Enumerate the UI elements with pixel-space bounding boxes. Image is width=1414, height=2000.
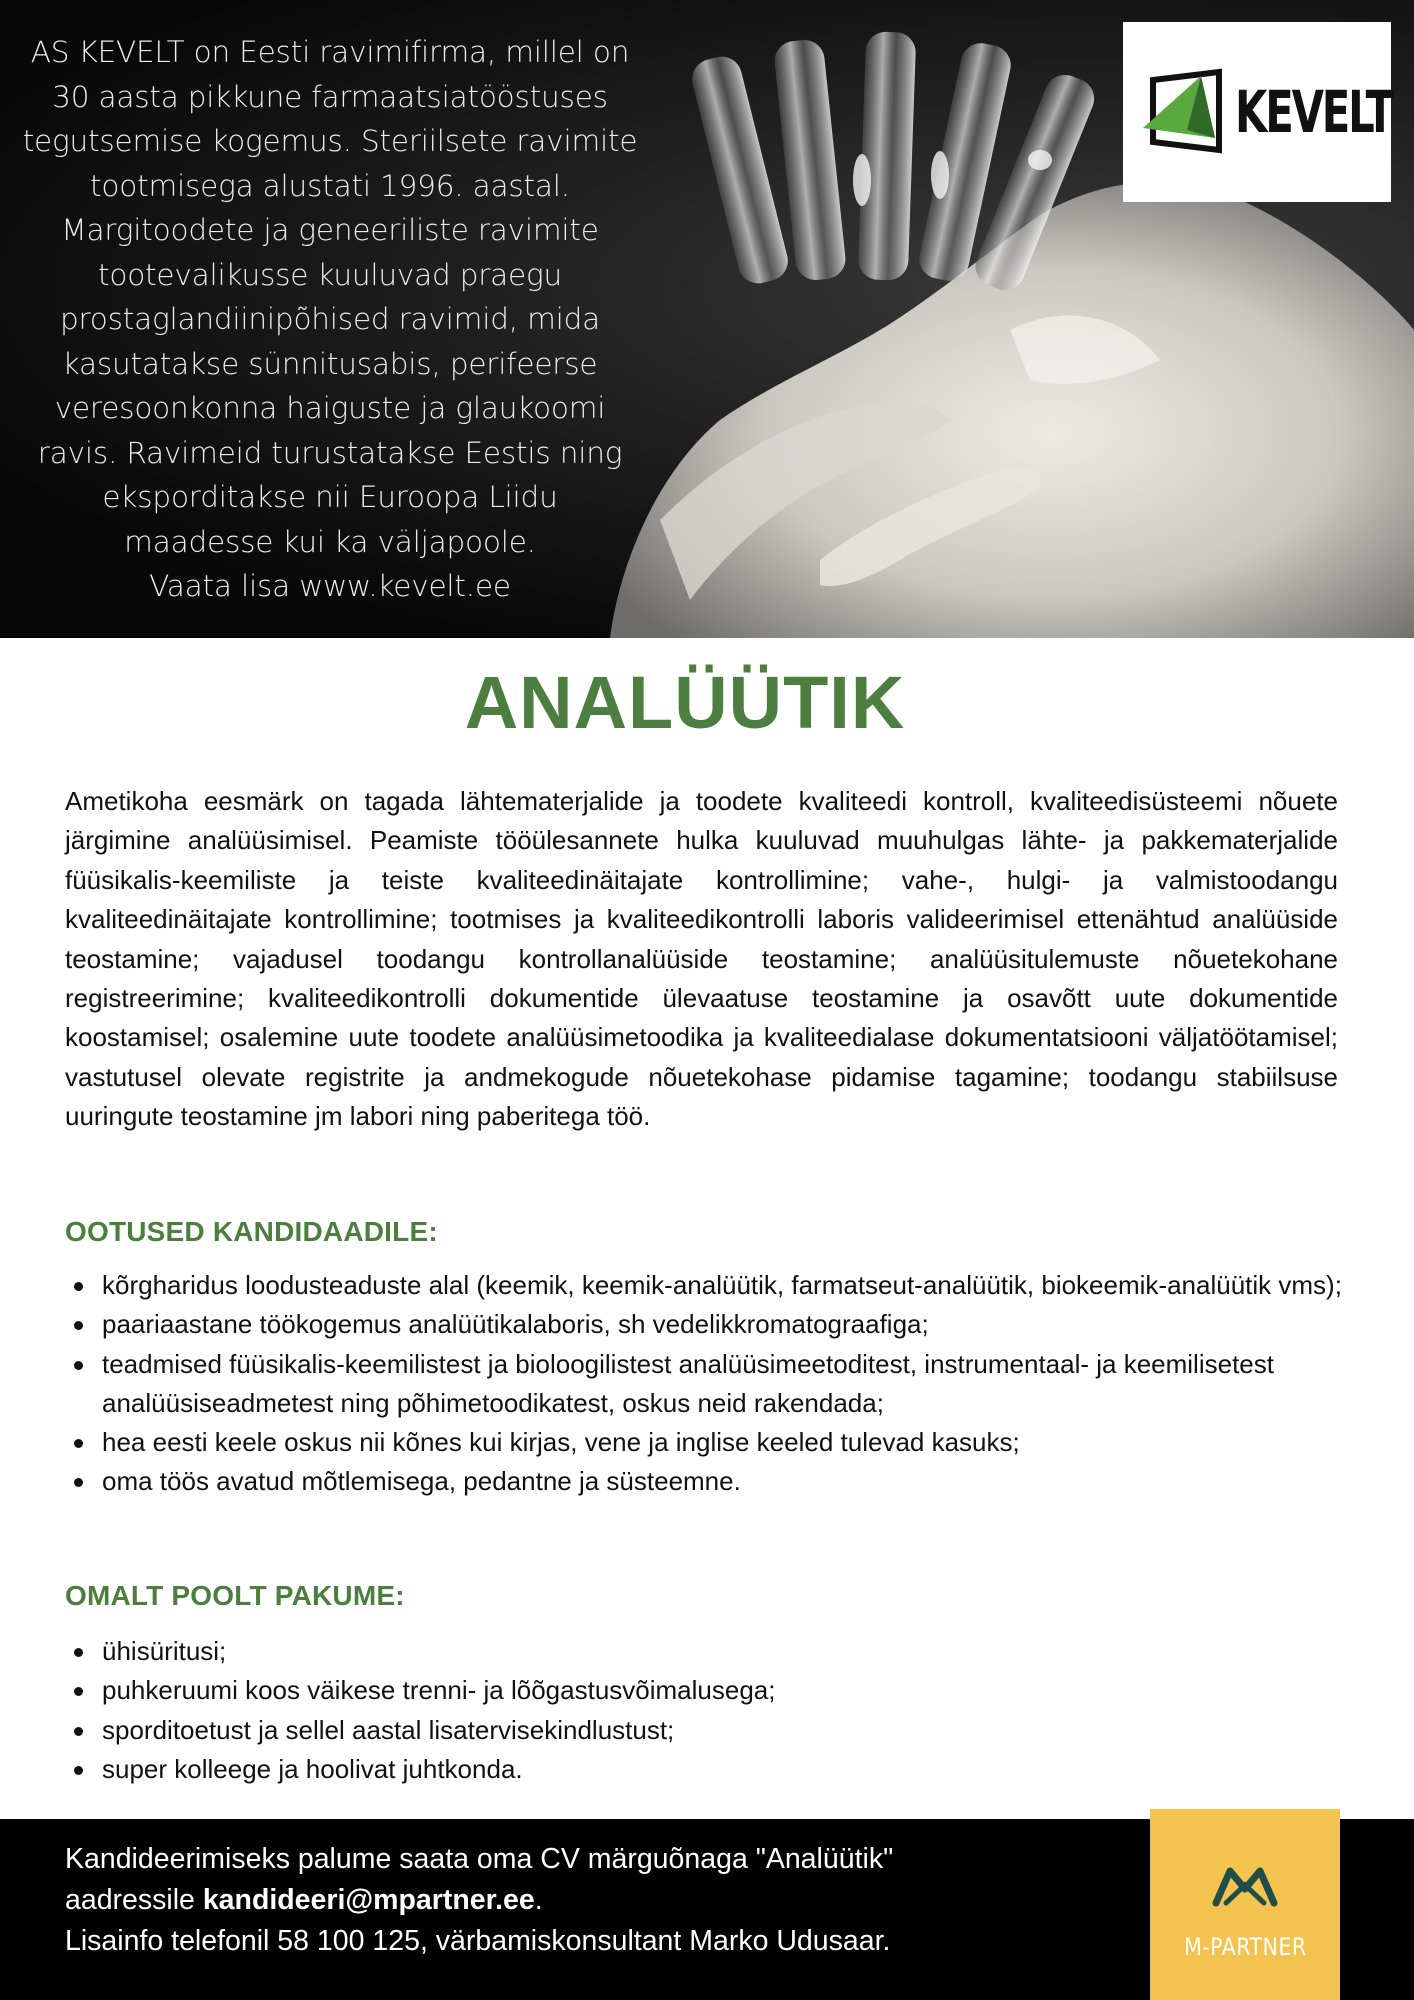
- list-item: kõrgharidus loodusteaduste alal (keemik, keemik-analüütik, farmatseut-analüütik, biokeemik-analüütik vms);: [65, 1266, 1355, 1305]
- list-item: oma töös avatud mõtlemisega, pedantne ja süsteemne.: [65, 1462, 1355, 1501]
- list-item: paariaastane töökogemus analüütikalaboris, sh vedelikkromatograafiga;: [65, 1305, 1355, 1344]
- kevelt-logo: [1123, 22, 1391, 202]
- kevelt-triangle-logo-icon: [1139, 68, 1227, 156]
- m-partner-label: M-PARTNER: [1183, 1932, 1307, 1961]
- m-partner-logo-icon: [1212, 1863, 1278, 1911]
- kevelt-logo-text: KEVELT: [1235, 78, 1392, 146]
- m-partner-logo: [1150, 1809, 1340, 2000]
- hero-banner: [0, 0, 1414, 638]
- application-line: Kandideerimiseks palume saata oma CV märguõnaga "Analüütik": [65, 1843, 894, 1875]
- list-item: super kolleege ja hoolivat juhtkonda.: [65, 1750, 1355, 1789]
- offer-list: [65, 1632, 1355, 1789]
- list-item: puhkeruumi koos väikese trenni- ja lõõgastusvõimalusega;: [65, 1671, 1355, 1710]
- list-item: sporditoetust ja sellel aastal lisatervisekindlustust;: [65, 1711, 1355, 1750]
- application-instructions: [65, 1839, 1125, 1962]
- email-suffix: .: [534, 1884, 543, 1916]
- contact-line: Lisainfo telefonil 58 100 125, värbamiskonsultant Marko Udusaar.: [65, 1925, 891, 1957]
- offer-heading: OMALT POOLT PAKUME:: [65, 1580, 405, 1611]
- job-description: Ametikoha eesmärk on tagada lähtematerjalide ja toodete kvaliteedi kontroll, kvaliteedisüsteemi nõuete järgimine analüüsimisel. Peamiste tööülesannete hulka kuuluvad muuhulgas lähte- ja pakkematerjalide füüsikalis-keemiliste ja teiste kvaliteedinäitajate kontrollimine; vahe-, hulgi- ja valmistoodangu kvaliteedinäitajate kontrollimine; tootmises ja kvaliteedikontrolli laboris valideerimisel ettenähtud analüüside teostamine; vajadusel toodangu kontrollanalüüside teostamine; analüüsitulemuste nõuetekohane registreerimine; kvaliteedikontrolli dokumentide ülevaatuse teostamine ja osavõtt uute dokumentide koostamisel; osalemine uute toodete analüüsimetoodika ja kvaliteedialase dokumentatsiooni väljatöötamisel; vastutusel olevate registrite ja andmekogude nõuetekohase pidamise tagamine; toodangu stabiilsuse uuringute teostamine jm labori ning paberitega töö.: [65, 786, 1338, 1132]
- list-item: teadmised füüsikalis-keemilistest ja bioloogilistest analüüsimeetoditest, instrumentaal- ja keemilisetest analüüsiseadmetest ning põhimetoodikatest, oskus neid rakendada;: [65, 1345, 1355, 1424]
- company-intro-text: AS KEVELT on Eesti ravimifirma, millel on 30 aasta pikkune farmaatsiatööstuses tegutsemise kogemus. Steriilsete ravimite tootmisega alustati 1996. aastal. Margitoodete ja geneeriliste ravimite tootevalikusse kuuluvad praegu prostaglandiinipõhised ravimid, mida kasutatakse sünnitusabis, perifeerse veresoonkonna haiguste ja glaukoomi ravis. Ravimeid turustatakse Eestis ning eksporditakse nii Euroopa Liidu maadesse kui ka väljapoole. Vaata lisa www.kevelt.ee: [22, 35, 638, 603]
- email-line: [65, 1880, 1125, 1921]
- email-link[interactable]: kandideeri@mpartner.ee: [202, 1884, 535, 1916]
- list-item: ühisüritusi;: [65, 1632, 1355, 1671]
- requirements-heading: OOTUSED KANDIDAADILE:: [65, 1216, 438, 1247]
- list-item: hea eesti keele oskus nii kõnes kui kirjas, vene ja inglise keeled tulevad kasuks;: [65, 1423, 1355, 1462]
- job-title: ANALÜÜTIK: [464, 661, 906, 744]
- email-prefix: aadressile: [65, 1884, 203, 1916]
- requirements-list: [65, 1266, 1355, 1502]
